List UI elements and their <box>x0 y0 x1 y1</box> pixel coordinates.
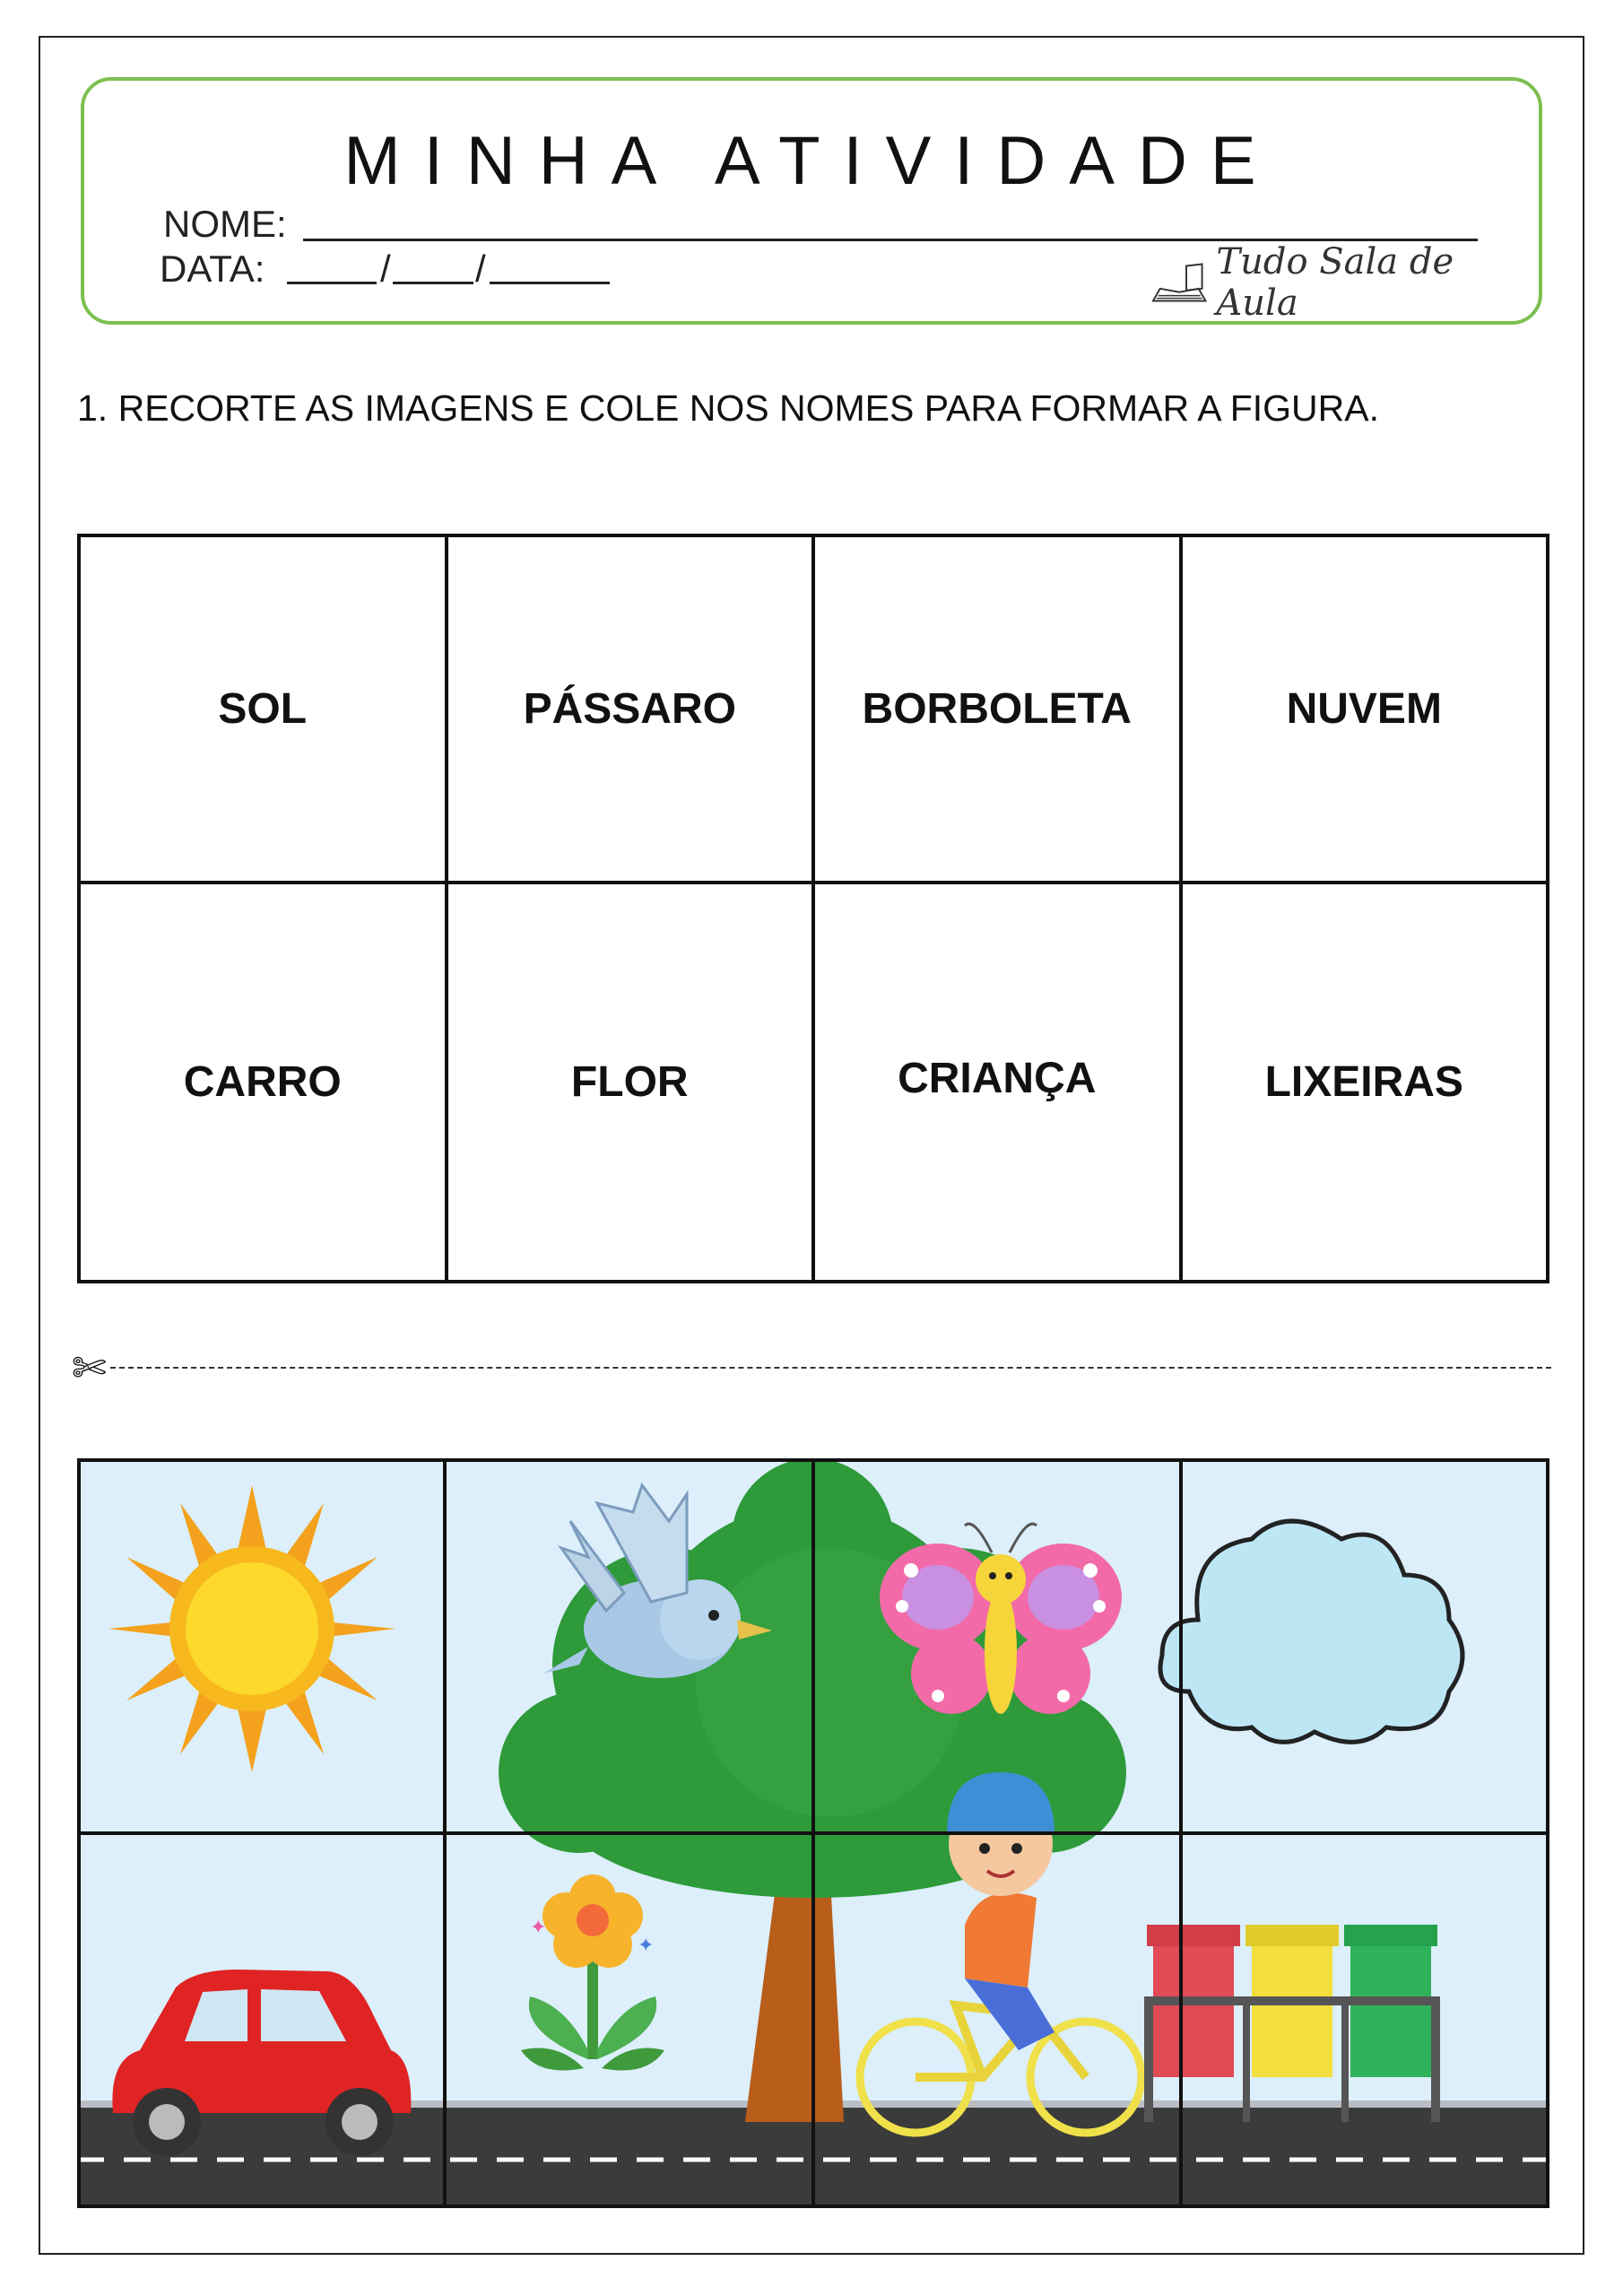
word-cell[interactable]: BORBOLETA <box>813 535 1181 883</box>
date-month-field[interactable] <box>393 282 473 284</box>
word-cell[interactable]: SOL <box>79 535 447 883</box>
word-cell[interactable]: NUVEM <box>1181 535 1549 883</box>
date-separator: / <box>380 248 391 290</box>
cut-line <box>72 1344 1551 1391</box>
svg-text:✦: ✦ <box>638 1935 655 1957</box>
date-year-field[interactable] <box>490 282 610 284</box>
name-label: NOME: <box>163 203 287 245</box>
word-grid <box>77 534 1549 1283</box>
scissors-icon: ✄ <box>72 1344 107 1391</box>
instruction: 1. RECORTE AS IMAGENS E COLE NOS NOMES PARA FORMAR A FIGURA. <box>77 387 1380 429</box>
cutout-picture <box>77 1458 1549 2208</box>
logo <box>1151 241 1539 324</box>
word-cell[interactable]: FLOR <box>447 883 814 1282</box>
word-cell[interactable]: LIXEIRAS <box>1181 883 1549 1282</box>
dashed-line <box>110 1367 1551 1369</box>
word-cell[interactable]: CARRO <box>79 883 447 1282</box>
word-cell[interactable]: CRIANÇA <box>813 883 1181 1282</box>
header-box <box>81 77 1542 325</box>
scene <box>77 1458 1549 2208</box>
logo-text: Tudo Sala de Aula <box>1216 241 1454 324</box>
date-day-field[interactable] <box>287 282 377 284</box>
date-separator: / <box>475 248 486 290</box>
word-cell[interactable]: PÁSSARO <box>447 535 814 883</box>
svg-text:✦: ✦ <box>530 1917 547 1939</box>
page-title: MINHA ATIVIDADE <box>343 123 1280 199</box>
book-icon <box>1151 262 1207 303</box>
date-label: DATA: <box>160 248 265 290</box>
